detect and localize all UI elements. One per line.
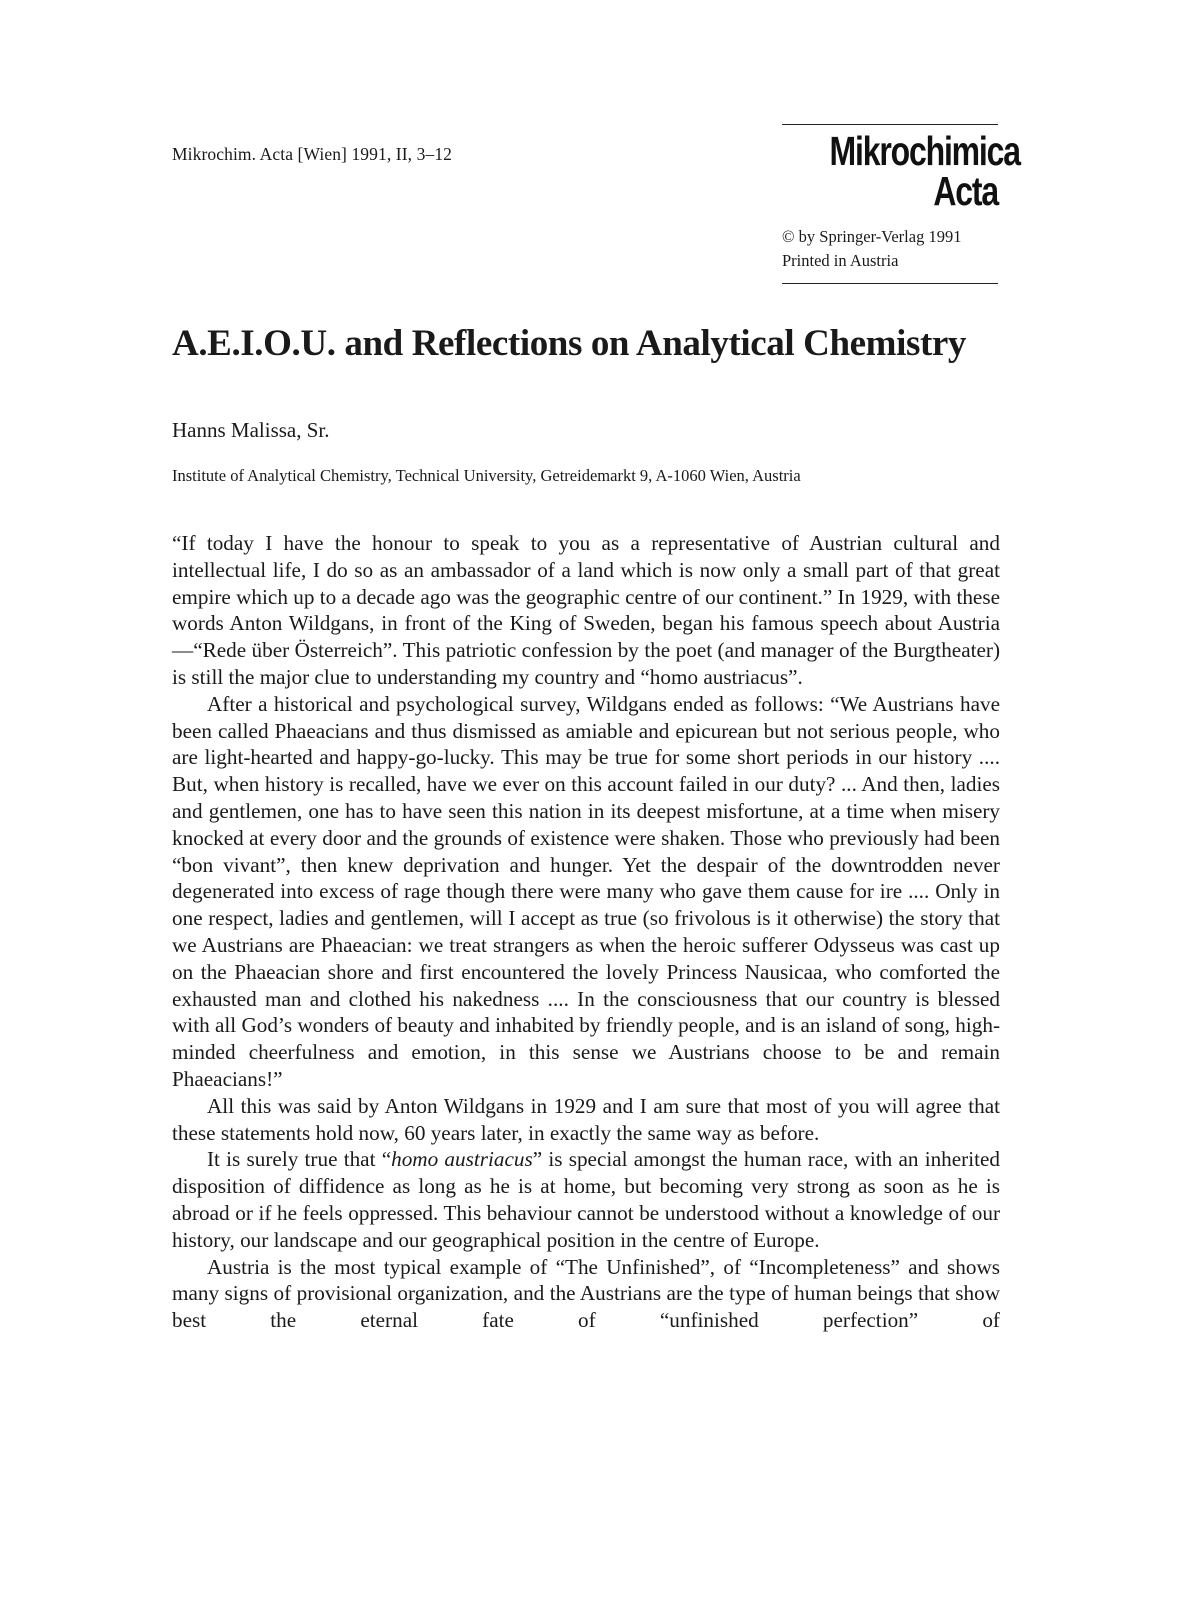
masthead-bottom-rule bbox=[782, 283, 998, 284]
copyright-notice bbox=[782, 225, 998, 273]
author-affiliation: Institute of Analytical Chemistry, Technical University, Getreidemarkt 9, A-1060 Wien, Austria bbox=[172, 466, 801, 485]
body-paragraph: Austria is the most typical example of “The Unfinished”, of “Incompleteness” and shows many signs of provisional organization, and the Austrians are the type of human beings that show best the eternal fate of “unfinished perfection” of bbox=[172, 1254, 1000, 1333]
article-body bbox=[172, 530, 1000, 1334]
journal-logo-line2: Acta bbox=[933, 168, 998, 214]
masthead-top-rule bbox=[782, 124, 998, 125]
body-paragraph: All this was said by Anton Wildgans in 1929 and I am sure that most of you will agree that these statements hold now, 60 years later, in exactly the same way as before. bbox=[172, 1093, 1000, 1145]
body-paragraph: After a historical and psychological survey, Wildgans ended as follows: “We Austrians have been called Phaeacians and thus dismissed as amiable and epicurean but not serious people, who are light-hearted and happy-go-lucky. This may be true for some short periods in our history .... But, when history is recalled, have we ever on this account failed in our duty? ... And then, ladies and gentlemen, one has to have seen this nation in its deepest misfortune, at a time when misery knocked at every door and the grounds of existence were shaken. Those who previously had been “bon vivant”, then knew deprivation and hunger. Yet the despair of the downtrodden never degenerated into excess of rage though there were many who gave them cause for ire .... Only in one respect, ladies and gentlemen, will I accept as true (so frivolous is it otherwise) the story that we Austrians are Phaeacian: we treat strangers as when the heroic sufferer Odysseus was cast up on the Phaeacian shore and first encountered the lovely Princess Nausicaa, who comforted the exhausted man and clothed his nakedness .... In the consciousness that our country is blessed with all God’s wonders of beauty and inhabited by friendly people, and is an island of song, high-minded cheerfulness and emotion, in this sense we Austrians choose to be and remain Phaeacians!” bbox=[172, 691, 1000, 1091]
emphasis-term: homo austriacus bbox=[391, 1147, 533, 1172]
paragraph-text: It is surely true that “ bbox=[207, 1147, 392, 1172]
journal-logo bbox=[829, 128, 1020, 214]
body-paragraph: “If today I have the honour to speak to you as a representative of Austrian cultural and intellectual life, I do so as an ambassador of a land which is now only a small part of that great empire which up to a decade ago was the geographic centre of our continent.” In 1929, with these words Anton Wildgans, in front of the King of Sweden, began his famous speech about Austria—“Rede über Österreich”. This patriotic confession by the poet (and manager of the Burgtheater) is still the major clue to understanding my country and “homo austriacus”. bbox=[172, 531, 1000, 689]
body-paragraph bbox=[172, 1146, 1000, 1253]
article-title: A.E.I.O.U. and Reflections on Analytical Chemistry bbox=[172, 323, 967, 364]
author-name: Hanns Malissa, Sr. bbox=[172, 418, 330, 442]
copyright-line: © by Springer-Verlag 1991 bbox=[782, 227, 962, 246]
printed-line: Printed in Austria bbox=[782, 251, 899, 270]
journal-citation: Mikrochim. Acta [Wien] 1991, II, 3–12 bbox=[172, 144, 453, 164]
paragraph-text: ” is special amongst the human race, with an inherited disposition of diffidence as long as he is at home, but becoming very strong as soon as he is abroad or if he feels oppressed. This behaviour cannot be understood without a knowledge of our history, our landscape and our geographical position in the centre of Europe. bbox=[172, 1147, 1001, 1252]
journal-masthead bbox=[782, 124, 1020, 284]
journal-logo-line1: Mikrochimica bbox=[829, 128, 1020, 174]
